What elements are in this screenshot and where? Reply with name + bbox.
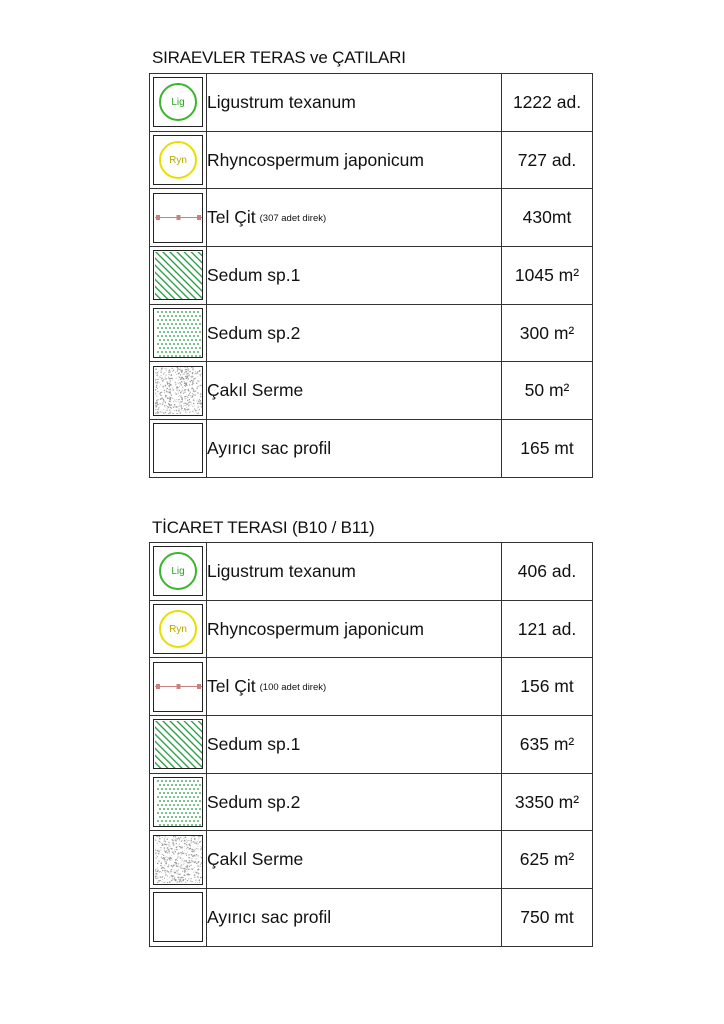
legend-table <box>149 542 593 947</box>
symbol-box <box>153 662 203 712</box>
item-note: (100 adet direk) <box>259 682 327 694</box>
item-name-cell <box>207 658 502 716</box>
item-name-cell <box>207 189 502 247</box>
table-row <box>150 658 593 716</box>
item-name: Sedum sp.2 <box>207 322 301 343</box>
empty-symbol-box <box>153 423 203 473</box>
quantity-cell: 165 mt <box>502 420 593 478</box>
item-name: Sedum sp.1 <box>207 733 301 754</box>
quantity-cell: 156 mt <box>502 658 593 716</box>
symbol-cell <box>150 420 207 478</box>
symbol-cell <box>150 658 207 716</box>
symbol-cell <box>150 543 207 601</box>
quantity-cell: 1045 m² <box>502 247 593 305</box>
item-name: Ayırıcı sac profil <box>207 437 332 458</box>
table-row <box>150 889 593 947</box>
item-name-cell <box>207 304 502 362</box>
symbol-box <box>153 777 203 827</box>
ligustrum-circle-icon: Lig <box>159 83 197 121</box>
item-name: Ligustrum texanum <box>207 560 356 581</box>
item-name-cell <box>207 831 502 889</box>
item-name-cell <box>207 716 502 774</box>
item-name: Sedum sp.1 <box>207 264 301 285</box>
gravel-hatch-icon <box>155 367 202 414</box>
symbol-cell <box>150 831 207 889</box>
sedum-dots-hatch-icon <box>155 779 202 826</box>
symbol-cell <box>150 74 207 132</box>
fence-icon <box>155 194 202 241</box>
table-row <box>150 600 593 658</box>
item-name-cell <box>207 362 502 420</box>
symbol-box <box>153 719 203 769</box>
quantity-cell: 727 ad. <box>502 131 593 189</box>
symbol-cell <box>150 304 207 362</box>
symbol-box <box>153 250 203 300</box>
symbol-box <box>153 835 203 885</box>
ligustrum-circle-icon: Lig <box>159 552 197 590</box>
item-name: Rhyncospermum japonicum <box>207 618 424 639</box>
section-title: SIRAEVLER TERAS ve ÇATILARI <box>152 48 406 67</box>
symbol-box <box>153 77 203 127</box>
item-name-cell <box>207 543 502 601</box>
symbol-box <box>153 604 203 654</box>
quantity-cell: 50 m² <box>502 362 593 420</box>
table-row <box>150 362 593 420</box>
symbol-cell <box>150 362 207 420</box>
table-row <box>150 543 593 601</box>
symbol-box <box>153 193 203 243</box>
symbol-box <box>153 308 203 358</box>
table-row <box>150 773 593 831</box>
empty-symbol-box <box>153 892 203 942</box>
item-name: Çakıl Serme <box>207 849 304 870</box>
quantity-cell: 300 m² <box>502 304 593 362</box>
item-name: Ayırıcı sac profil <box>207 906 332 927</box>
symbol-box <box>153 135 203 185</box>
quantity-cell: 750 mt <box>502 889 593 947</box>
item-name: Çakıl Serme <box>207 380 304 401</box>
table-row <box>150 304 593 362</box>
rhyncospermum-circle-icon: Ryn <box>159 141 197 179</box>
quantity-cell: 430mt <box>502 189 593 247</box>
symbol-cell <box>150 131 207 189</box>
item-name-cell <box>207 600 502 658</box>
quantity-cell: 3350 m² <box>502 773 593 831</box>
item-name: Ligustrum texanum <box>207 91 356 112</box>
table-row <box>150 74 593 132</box>
symbol-box <box>153 546 203 596</box>
table-row <box>150 831 593 889</box>
item-name-cell <box>207 773 502 831</box>
table-row <box>150 420 593 478</box>
quantity-cell: 625 m² <box>502 831 593 889</box>
quantity-cell: 1222 ad. <box>502 74 593 132</box>
quantity-cell: 406 ad. <box>502 543 593 601</box>
table-row <box>150 189 593 247</box>
sedum-diagonal-hatch-icon <box>155 721 202 768</box>
legend-table <box>149 73 593 478</box>
symbol-cell <box>150 889 207 947</box>
section-title: TİCARET TERASI (B10 / B11) <box>152 518 375 537</box>
sedum-diagonal-hatch-icon <box>155 252 202 299</box>
symbol-cell <box>150 600 207 658</box>
quantity-cell: 635 m² <box>502 716 593 774</box>
table-row <box>150 247 593 305</box>
table-row <box>150 131 593 189</box>
symbol-cell <box>150 716 207 774</box>
item-name-cell <box>207 889 502 947</box>
symbol-cell <box>150 247 207 305</box>
item-name: Tel Çit <box>207 207 256 228</box>
gravel-hatch-icon <box>155 836 202 883</box>
symbol-cell <box>150 773 207 831</box>
quantity-cell: 121 ad. <box>502 600 593 658</box>
item-name-cell <box>207 131 502 189</box>
sedum-dots-hatch-icon <box>155 310 202 357</box>
item-name: Sedum sp.2 <box>207 791 301 812</box>
rhyncospermum-circle-icon: Ryn <box>159 610 197 648</box>
fence-icon <box>155 663 202 710</box>
item-name: Tel Çit <box>207 676 256 697</box>
item-name-cell <box>207 74 502 132</box>
item-name: Rhyncospermum japonicum <box>207 149 424 170</box>
item-name-cell <box>207 420 502 478</box>
table-row <box>150 716 593 774</box>
item-name-cell <box>207 247 502 305</box>
item-note: (307 adet direk) <box>259 213 327 225</box>
symbol-cell <box>150 189 207 247</box>
symbol-box <box>153 366 203 416</box>
